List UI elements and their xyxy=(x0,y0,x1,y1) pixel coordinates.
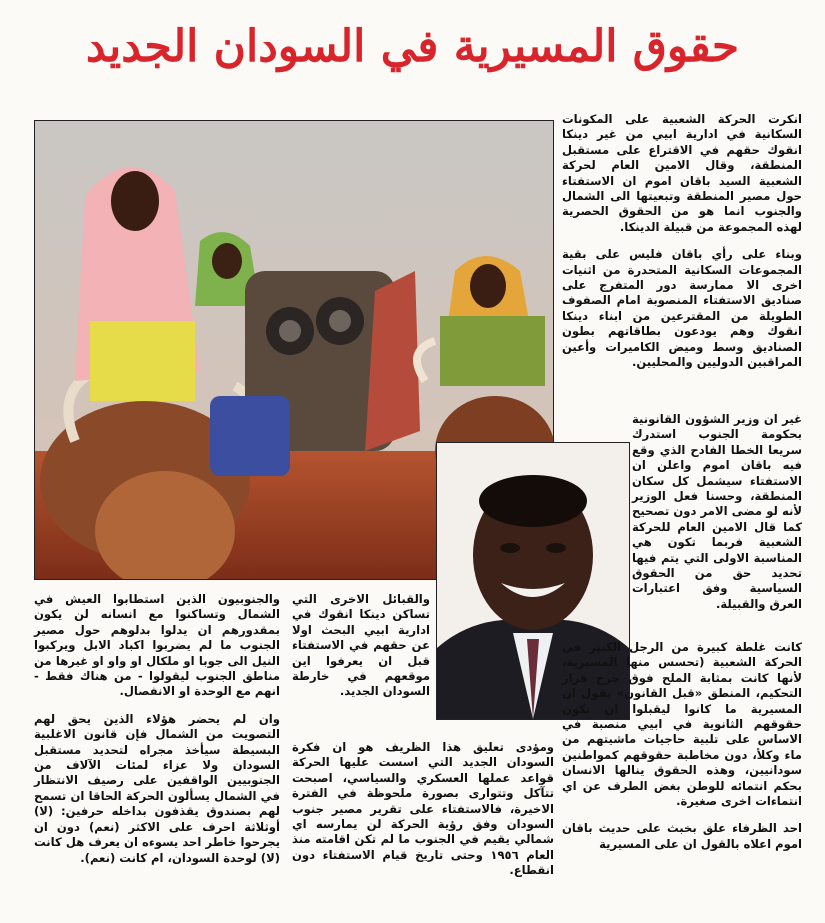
paragraph-5: احد الظرفاء علق بخبث على حديث باقان اموم اعلاه بالقول ان على المسيرية xyxy=(562,821,802,851)
paragraph-2: وبناء على رأي باقان فليس على بقية المجموعات السكانية المتحدرة من اثنيات اخرى الا ممارسة دور المتفرج على صناديق الاستفتاء المنصوبة امام الصفوف الطويلة من المقترعين من ابناء دينكا انقوك وهم يودعون بطاقاتهم بطون الصناديق وسط وميض الكاميرات وأعين المراقبين الدوليين والمحليين. xyxy=(562,247,802,370)
paragraph-8: والجنوبيون الذين استطابوا العيش في الشمال وتساكنوا مع انسانه لن يكون بمقدورهم ان يدلوا بدلوهم حول مصير الجنوب ما لم يضربوا اكباد الابل ويركبوا النيل الى جوبا او ملكال او واو او غيرها من مناطق الجنوب ليقولوا - من هناك فقط - انهم مع الوحدة او الانفصال. xyxy=(34,592,280,699)
article-headline: حقوق المسيرية في السودان الجديد xyxy=(85,21,740,72)
paragraph-1: انكرت الحركة الشعبية على المكونات السكانية في ادارية ابيي من غير دينكا انقوك حقهم في الاقتراع على مستقبل المنطقة، وقال الامين العام لحركة الشعبية السيد باقان اموم ان الاستفتاء حول مصير المنطقة وتبعيتها الى الشمال والجنوب انما هو من الحقوق الحصرية لهذه المجموعة من قبيلة الدينكا. xyxy=(562,112,802,234)
text-column-left xyxy=(34,592,280,878)
paragraph-9: وان لم يحضر هؤلاء الذين يحق لهم التصويت من الشمال فإن قانون الاغلبية البسيطة سيأخذ مجراه لتحديد مستقبل السودان ولا عزاء لمئات الآلاف من الجنوبيين الواقفين على رصيف الانتظار في الشمال يسألون الحركة الحاقا ان تسمح لهم بصندوق يقذفون بداخله حرفين: (لا) أوثلاثة احرف على الاكثر (نعم) دون ان يجرحوا خاطر احد يسوءه ان يعرف هل كانت (لا) لوحدة السودان، ام كانت (نعم). xyxy=(34,711,280,865)
paragraph-4: كانت غلطة كبيرة من الرجل الكبير في الحركة الشعبية (تحسس منها المسيرية، لأنها كانت بمثابة الملح فوق جرح قرار التحكيم، المنطق «قبل القانون» يقول ان المسيرية ما كانوا ليقبلوا ان تكون حقوقهم الثانوية في ابيي منصبة في الاساس على تلبية حاجيات ماشيتهم من ماء وكلأ، دون مخاطبة حقوقهم كمواطنين سودانيين، وهذه الحقوق ينالها الانسان بحكم انتمائه للوطن بغض الطرف عن اي انتماءات اخرى صغيرة. xyxy=(562,640,802,809)
text-column-right-top xyxy=(562,112,802,383)
paragraph-6: والقبائل الاخرى التي تساكن دينكا انقوك في ادارية ابيي البحث اولا عن حقهم في الاستفتاء قبل ان يعرفوا اين موقعهم في خارطة السودان الجديد. xyxy=(292,592,430,699)
text-column-right-wide xyxy=(562,640,802,864)
text-column-middle-bottom xyxy=(292,740,554,891)
paragraph-3: غير ان وزير الشؤون القانونية بحكومة الجنوب استدرك سريعا الخطا الفادح الذي وقع فيه باقان اموم واعلن ان الاستفتاء سيشمل كل سكان المنطقة، وحسنا فعل الوزير لأنه لو مضى الامر دون تصحيح كما قال الامين العام للحركة الشعبية فربما تكون هي المناسبة الاولى التي يتم فيها تحديد حق من الحقوق السياسية وفق اعتبارات العرق والقبيلة. xyxy=(632,412,802,611)
paragraph-7: ومؤدى تعليق هذا الظريف هو ان فكرة السودان الجديد التي اسست عليها الحركة قواعد عملها العسكري والسياسي، اصبحت تتآكل وتتوارى بصورة ملحوظة في الفترة الاخيرة، فالاستفتاء على تقرير مصير جنوب السودان وفق رؤية الحركة لن يمارسه اي شمالي يقيم في الجنوب ما لم تكن اقامته منذ العام ١٩٥٦ وحتى تاريخ قيام الاستفتاء دون انقطاع. xyxy=(292,740,554,878)
text-column-middle xyxy=(292,592,430,712)
text-column-right-bottom xyxy=(632,412,802,624)
